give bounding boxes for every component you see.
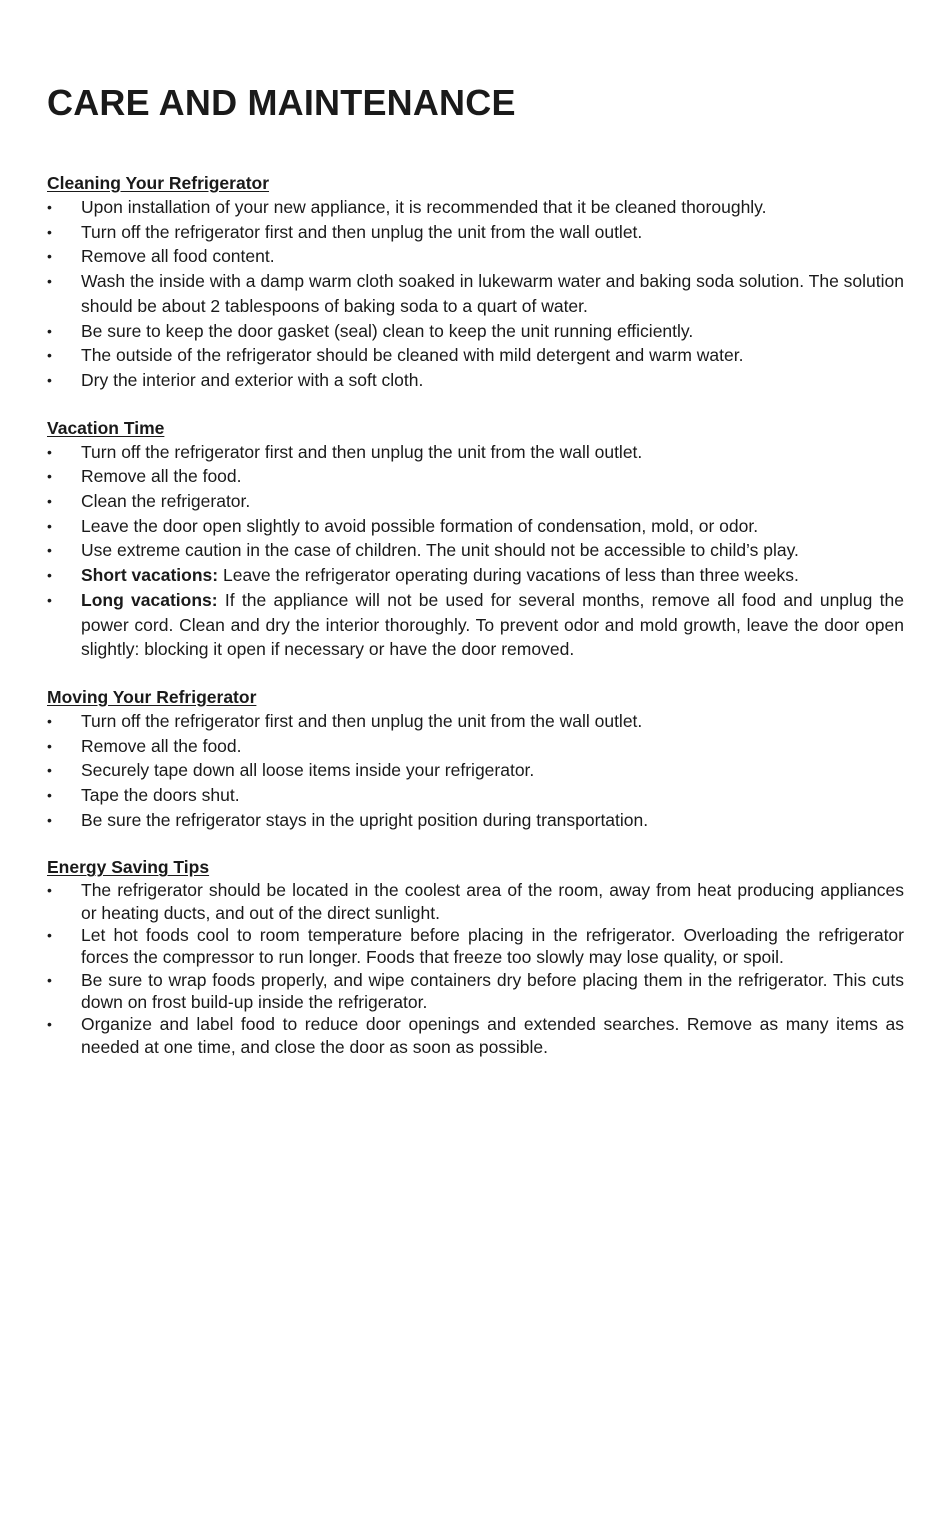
list-item-text: Turn off the refrigerator first and then unplug the unit from the wall outlet. [81,441,643,462]
bullet-icon: • [47,443,52,460]
list-item-text: The refrigerator should be located in the coolest area of the room, away from heat producing appliances or heating ducts, and out of the direct sunlight. [81,880,904,923]
list-item [47,220,904,245]
bullet-icon: • [47,347,52,364]
section-cleaning [47,171,904,393]
list-item-text: Dry the interior and exterior with a soft cloth. [81,369,424,390]
list-item-short-vacations [47,563,904,588]
bullet-icon: • [47,273,52,290]
list-item [47,269,904,318]
list-item-text: Remove all the food. [81,466,242,487]
bullet-icon: • [47,712,52,729]
list-item [47,368,904,393]
list-item [47,783,904,808]
section-heading-cleaning: Cleaning Your Refrigerator [47,173,270,193]
list-item [47,244,904,269]
list-item-text: The outside of the refrigerator should be cleaned with mild detergent and warm water. [81,345,744,366]
bullet-icon: • [47,882,52,899]
section-energy [47,855,904,1057]
bullet-icon: • [47,493,52,510]
bullet-icon: • [47,927,52,944]
list-item-text: Tape the doors shut. [81,785,240,806]
document-page [47,82,904,1058]
section-vacation [47,416,904,662]
list-item [47,514,904,539]
bullet-icon: • [47,762,52,779]
section-heading-energy: Energy Saving Tips [47,857,210,878]
list-item [47,969,904,1014]
bullet-icon: • [47,971,52,988]
bullet-icon: • [47,787,52,804]
list-item-text: Securely tape down all loose items inside your refrigerator. [81,760,535,781]
list-item-long-vacations [47,588,904,662]
list-item-text: Be sure the refrigerator stays in the upright position during transportation. [81,809,649,830]
bullet-icon: • [47,542,52,559]
list-item-text: Upon installation of your new appliance, it is recommended that it be cleaned thoroughly. [81,197,767,217]
list-item-text: Organize and label food to reduce door openings and extended searches. Remove as many items as needed at one time, and close the door as soon as possible. [81,1014,904,1057]
list-item [47,538,904,563]
bullet-icon: • [47,322,52,339]
list-item-text: Leave the door open slightly to avoid possible formation of condensation, mold, or odor. [81,515,759,536]
list-item [47,924,904,969]
list-item-text: Remove all food content. [81,246,275,267]
bullet-icon: • [47,199,52,215]
bullet-icon: • [47,371,52,388]
list-item [47,808,904,833]
list-item [47,440,904,465]
list-item [47,343,904,368]
list-item [47,319,904,344]
bullet-icon: • [47,737,52,754]
list-item-text: Be sure to keep the door gasket (seal) clean to keep the unit running efficiently. [81,320,694,341]
bullet-icon: • [47,1016,52,1033]
vacation-list [47,440,904,662]
section-heading-vacation: Vacation Time [47,417,165,438]
list-item-text: Wash the inside with a damp warm cloth soaked in lukewarm water and baking soda solution. The solution should be about 2 tablespoons of baking soda to a quart of water. [81,271,904,316]
bullet-icon: • [47,468,52,485]
short-vacations-text: Leave the refrigerator operating during vacations of less than three weeks. [218,565,799,586]
list-item-text: Turn off the refrigerator first and then unplug the unit from the wall outlet. [81,221,643,242]
list-item-text: Turn off the refrigerator first and then unplug the unit from the wall outlet. [81,710,643,731]
list-item [47,195,904,220]
bullet-icon: • [47,248,52,265]
cleaning-list [47,195,904,393]
list-item [47,1013,904,1058]
section-heading-moving: Moving Your Refrigerator [47,686,257,707]
list-item [47,734,904,759]
bullet-icon: • [47,591,52,608]
bullet-icon: • [47,811,52,828]
list-item [47,709,904,734]
energy-list [47,879,904,1057]
page-title: CARE AND MAINTENANCE [47,82,516,123]
list-item-text: Remove all the food. [81,735,242,756]
list-item-text: Use extreme caution in the case of children. The unit should not be accessible to child’s play. [81,540,799,561]
long-vacations-text: If the appliance will not be used for several months, remove all food and unplug the power cord. Clean and dry the interior thoroughly. To prevent odor and mold growth, leave the door open slightly: blocking it open if necessary or have the door removed. [81,589,904,660]
short-vacations-label: Short vacations: [81,565,219,586]
list-item [47,464,904,489]
list-item-text: Let hot foods cool to room temperature before placing in the refrigerator. Overloading the refrigerator forces the compressor to run longer. Foods that freeze too slowly may lose quality, or spoil. [81,925,904,968]
list-item [47,489,904,514]
long-vacations-label: Long vacations: [81,589,218,610]
bullet-icon: • [47,517,52,534]
list-item [47,758,904,783]
list-item-text: Clean the refrigerator. [81,491,251,512]
bullet-icon: • [47,567,52,584]
moving-list [47,709,904,833]
section-moving [47,685,904,833]
list-item-text: Be sure to wrap foods properly, and wipe containers dry before placing them in the refrigerator. This cuts down on frost build-up inside the refrigerator. [81,969,904,1012]
list-item [47,879,904,924]
bullet-icon: • [47,223,52,240]
